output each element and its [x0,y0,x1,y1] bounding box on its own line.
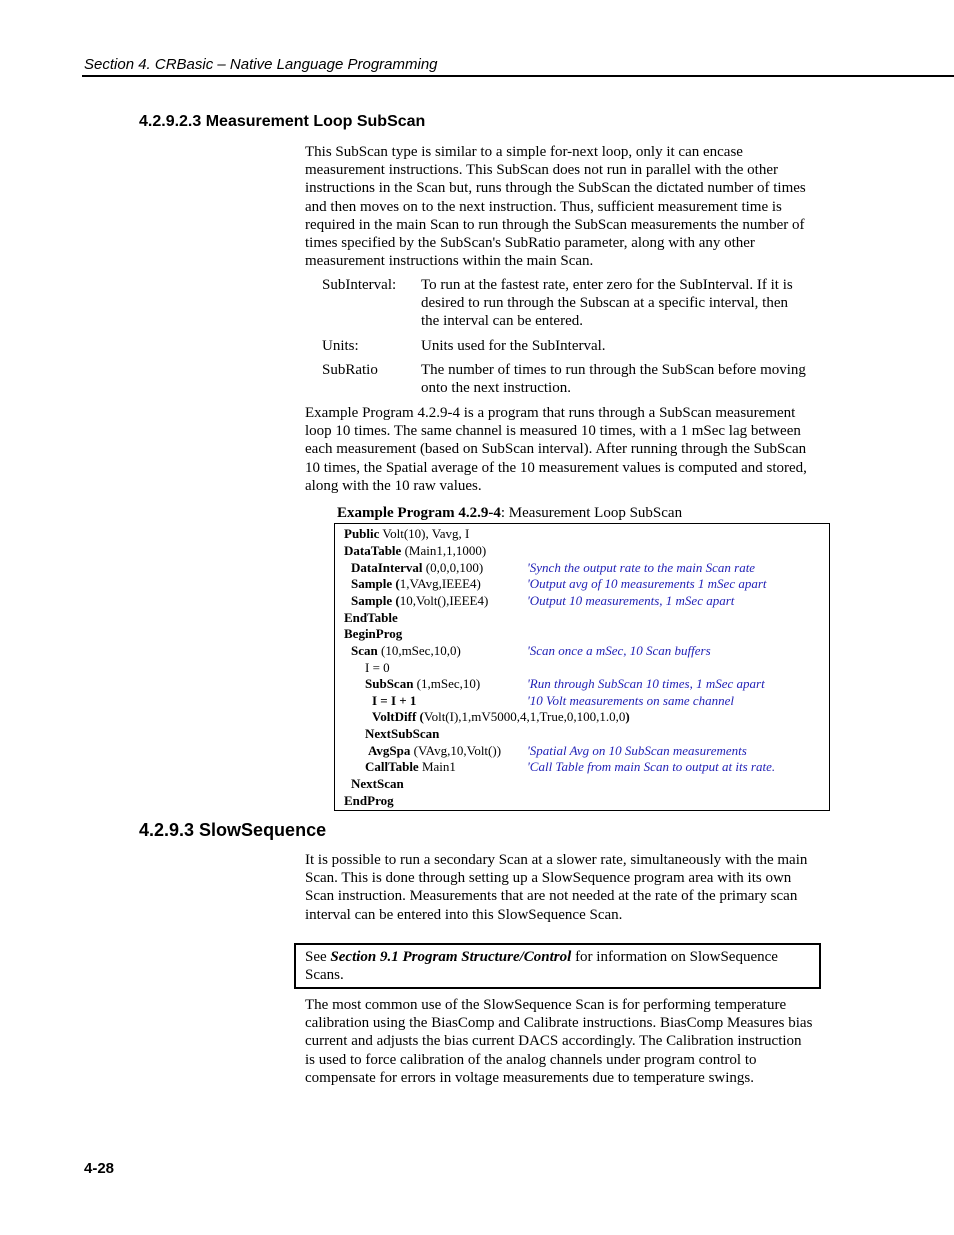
code-comment: 'Synch the output rate to the main Scan rate [527,560,756,575]
param-description: Units used for the SubInterval. [421,338,606,354]
example-caption [337,505,682,522]
note-text: See Section 9.1 Program Structure/Control for information on SlowSequence Scans. [305,949,778,984]
code-line: SubScan (1,mSec,10) [365,676,481,691]
example-intro-paragraph: Example Program 4.2.9-4 is a program that runs through a SubScan measurement loop 10 times. The same channel is measured 10 times, with a 1 mSec lag between each measurement (based on SubScan interval). After running through the SubScan 10 times, the Spatial average of the 10 measurement values is computed and stored, along with the 10 raw values. [305,405,807,494]
code-line: EndProg [344,793,394,808]
code-line: DataTable (Main1,1,1000) [344,543,487,558]
code-line: I = 0 [365,660,390,675]
code-listing-box [334,523,830,811]
section-cross-reference: Section 9.1 Program Structure/Control [330,949,572,965]
code-comment: 'Scan once a mSec, 10 Scan buffers [527,643,711,658]
param-term: SubInterval: [322,277,397,293]
code-line: NextScan [351,776,404,791]
code-line: NextSubScan [365,726,440,741]
code-comment: 'Output 10 measurements, 1 mSec apart [527,593,735,608]
param-description: To run at the fastest rate, enter zero for the SubInterval. If it is desired to run through the Subscan at a specific interval, then the interval can be entered. [421,277,793,330]
section-heading-slowsequence: 4.2.9.3 SlowSequence [139,820,327,840]
note-box [294,943,821,989]
code-line: Public Volt(10), Vavg, I [344,526,470,541]
param-term: SubRatio [322,362,378,378]
code-line: Sample (10,Volt(),IEEE4) [351,593,489,608]
code-line: BeginProg [344,626,403,641]
page-number: 4-28 [84,1160,115,1177]
header-rule [82,75,954,77]
param-term: Units: [322,338,359,354]
running-header: Section 4. CRBasic – Native Language Programming [84,56,438,73]
slowsequence-body-paragraph: The most common use of the SlowSequence Scan is for performing temperature calibration using the BiasComp and Calibrate instructions. BiasComp Measures bias current and adjusts the bias current DACS accordingly. The Calibration instruction is used to force calibration of the analog channels under program control to compensate for errors in voltage measurements due to temperature swings. [305,997,813,1086]
code-comment: '10 Volt measurements on same channel [527,693,735,708]
subscan-intro-paragraph: This SubScan type is similar to a simple for-next loop, only it can encase measurement instructions. This SubScan does not run in parallel with the other instructions in the Scan but, runs through the SubScan the dictated number of times and then moves on to the next instruction. Thus, sufficient measurement time is required in the main Scan to run through the SubScan measurements the number of times specified by the SubScan's SubRatio parameter, along with any other measurement instructions within the main Scan. [305,144,806,270]
code-line: EndTable [344,610,398,625]
param-description: The number of times to run through the SubScan before moving onto the next instruction. [421,362,806,397]
code-comment: 'Spatial Avg on 10 SubScan measurements [527,743,747,758]
code-line: AvgSpa (VAvg,10,Volt()) [368,743,502,758]
slowsequence-intro-paragraph: It is possible to run a secondary Scan at a slower rate, simultaneously with the main Scan. This is done through setting up a SlowSequence program area with its own Scan instruction. Measurements that are not needed at the rate of the primary scan interval can be entered into this SlowSequence Scan. [305,852,808,923]
code-line: CallTable Main1 [365,759,456,774]
code-comment: 'Output avg of 10 measurements 1 mSec apart [527,576,767,591]
code-comment: 'Run through SubScan 10 times, 1 mSec apart [527,676,765,691]
code-line: I = I + 1 [372,693,417,708]
code-line: VoltDiff (Volt(I),1,mV5000,4,1,True,0,100,1.0,0) [372,709,630,724]
example-caption-label: Example Program 4.2.9-4 [337,505,501,521]
code-comment: 'Call Table from main Scan to output at its rate. [527,759,776,774]
code-line: Sample (1,VAvg,IEEE4) [351,576,481,591]
section-heading-measurement-loop-subscan: 4.2.9.2.3 Measurement Loop SubScan [139,113,426,130]
code-line: Scan (10,mSec,10,0) [351,643,461,658]
example-caption-title: : Measurement Loop SubScan [500,505,683,521]
code-line: DataInterval (0,0,0,100) [351,560,484,575]
